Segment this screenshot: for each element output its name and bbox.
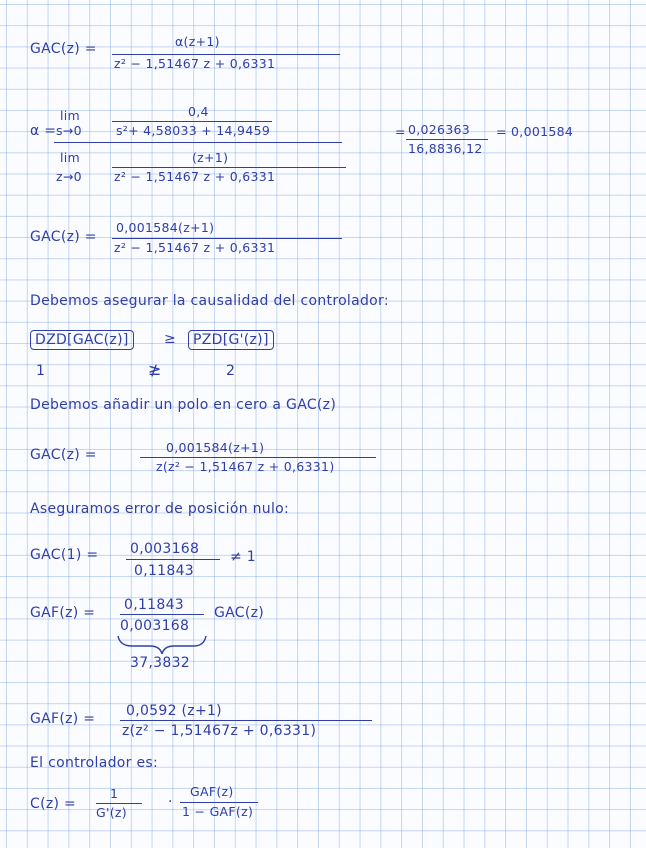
gac-den-3: z² − 1,51467 z + 0,6331	[114, 240, 276, 255]
alpha-result-final: = 0,001584	[496, 124, 574, 139]
inequality-left: DZD[GAC(z)]	[30, 330, 134, 350]
gac-lhs-4: GAC(z) =	[30, 447, 97, 463]
gac-num-1: α(z+1)	[175, 34, 220, 49]
brace-value: 37,3832	[130, 655, 190, 671]
inequality-sign: ≥	[164, 331, 177, 347]
position-error-sentence: Aseguramos error de posición nulo:	[30, 501, 290, 517]
gac1-lhs: GAC(1) =	[30, 547, 99, 563]
alpha-result-den: 16,8836,12	[408, 141, 483, 156]
gac-lhs-3: GAC(z) =	[30, 229, 97, 245]
gac-num-4: 0,001584(z+1)	[166, 440, 265, 455]
alpha-top-num: 0,4	[188, 104, 209, 119]
fraction-bar-6	[120, 720, 372, 721]
gaf-lhs-6: GAF(z) =	[30, 711, 96, 727]
alpha-bottom-num: (z+1)	[192, 150, 229, 165]
controller-f1-num: 1	[110, 786, 119, 801]
controller-lhs: C(z) =	[30, 796, 77, 812]
gac-num-3: 0,001584(z+1)	[116, 220, 215, 235]
not-greater-sign: ≱	[148, 360, 162, 379]
left-degree: 1	[36, 363, 46, 379]
right-degree: 2	[226, 363, 236, 379]
gaf-num-5: 0,11843	[124, 597, 184, 613]
controller-f2-num: GAF(z)	[190, 784, 234, 799]
add-pole-sentence: Debemos añadir un polo en cero a GAC(z)	[30, 397, 337, 413]
alpha-top-den: s²+ 4,58033 + 14,9459	[116, 123, 271, 138]
gac-den-1: z² − 1,51467 z + 0,6331	[114, 56, 276, 71]
alpha-result-num: 0,026363	[408, 122, 471, 137]
controller-sentence: El controlador es:	[30, 755, 158, 771]
controller-f2-den: 1 − GAF(z)	[182, 804, 254, 819]
gaf-num-6: 0,0592 (z+1)	[126, 703, 222, 719]
gaf-lhs-5: GAF(z) =	[30, 605, 96, 621]
fraction-bar-f2	[180, 802, 258, 803]
alpha-bottom-den: z² − 1,51467 z + 0,6331	[114, 169, 276, 184]
alpha-eq: α =	[30, 123, 57, 139]
lim-top-sub: s→0	[56, 123, 82, 138]
lim-top: lim	[60, 108, 81, 123]
gac-lhs-1: GAC(z) =	[30, 41, 97, 57]
controller-dot: ·	[168, 794, 173, 810]
fraction-bar-f1	[96, 803, 142, 804]
lim-bottom-sub: z→0	[56, 169, 82, 184]
gac1-neq: ≠ 1	[230, 549, 256, 565]
alpha-equals: =	[395, 124, 406, 139]
causality-sentence: Debemos asegurar la causalidad del controlador:	[30, 293, 389, 309]
gaf-den-6: z(z² − 1,51467z + 0,6331)	[122, 723, 317, 739]
gac1-num: 0,003168	[130, 541, 200, 557]
gaf-rhs-5: GAC(z)	[214, 605, 265, 621]
gac1-den: 0,11843	[134, 563, 194, 579]
lim-bottom: lim	[60, 150, 81, 165]
controller-f1-den: G'(z)	[96, 805, 127, 820]
gac-den-4: z(z² − 1,51467 z + 0,6331)	[156, 459, 335, 474]
gaf-den-5: 0,003168	[120, 618, 190, 634]
inequality-right: PZD[G'(z)]	[188, 330, 274, 350]
